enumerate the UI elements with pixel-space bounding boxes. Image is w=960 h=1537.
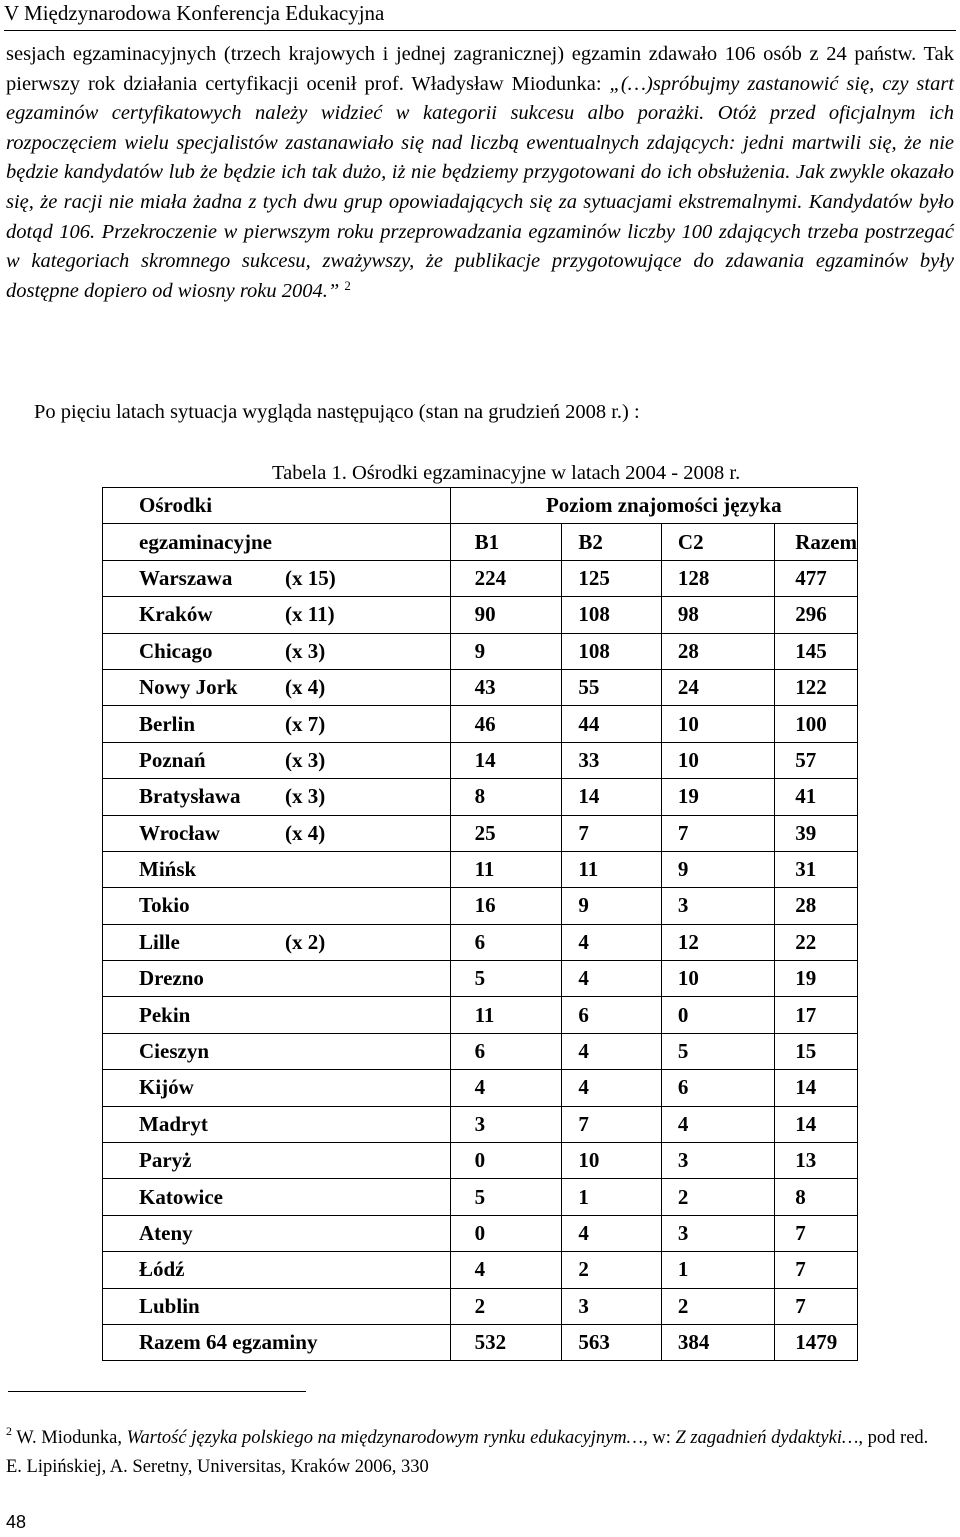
value-cell-b1 xyxy=(450,1033,562,1069)
value-c2: 12 xyxy=(677,929,699,954)
value-cell-b2 xyxy=(562,1252,662,1288)
value-cell-b2 xyxy=(562,997,662,1033)
value-cell-total xyxy=(775,1215,858,1251)
centre-cell xyxy=(103,1033,451,1069)
value-cell-total xyxy=(775,1143,858,1179)
centre-cell xyxy=(103,560,451,596)
value-b1: 6 xyxy=(474,1039,486,1064)
table-row xyxy=(103,1106,858,1142)
value-cell-b2 xyxy=(562,1179,662,1215)
centre-cell xyxy=(103,851,451,887)
value-cell-b2 xyxy=(562,779,662,815)
value-b2: 4 xyxy=(578,1039,589,1064)
value-c2: 3 xyxy=(677,893,689,918)
value-total: 39 xyxy=(795,820,817,845)
centre-name: Lublin xyxy=(139,1293,200,1318)
value-cell-b1 xyxy=(450,633,562,669)
centre-cell xyxy=(103,997,451,1033)
table-row xyxy=(103,1070,858,1106)
centre-cell xyxy=(103,1143,451,1179)
value-total: 41 xyxy=(795,784,817,809)
header-b2-label: B2 xyxy=(578,529,603,554)
value-total: 31 xyxy=(795,857,817,882)
value-b2: 2 xyxy=(578,1257,589,1282)
value-cell-total xyxy=(775,1070,858,1106)
centre-count: (x 3) xyxy=(285,638,326,663)
value-b1: 11 xyxy=(474,857,495,882)
value-cell-b1 xyxy=(450,1215,562,1251)
value-cell-total xyxy=(775,1288,858,1324)
value-cell-total xyxy=(775,1033,858,1069)
value-b2: 44 xyxy=(578,711,600,736)
value-cell-b1 xyxy=(450,1070,562,1106)
table-row xyxy=(103,1033,858,1069)
value-cell-b2 xyxy=(562,597,662,633)
value-b2: 108 xyxy=(578,602,610,627)
value-cell-b2 xyxy=(562,888,662,924)
paragraph-1-text: sesjach egzaminacyjnych (trzech krajowych i jednej zagranicznej) egzamin zdawało 106 osób z 24 państw. Tak pierwszy rok działania certyfikacji ocenił prof. Władysław Miodunka: xyxy=(6,43,954,95)
table-row xyxy=(103,815,858,851)
header-centres xyxy=(103,488,451,524)
header-total-label: Razem xyxy=(795,529,857,554)
paragraph-1 xyxy=(6,40,954,306)
value-b1: 8 xyxy=(474,784,486,809)
value-cell-b2 xyxy=(562,961,662,997)
value-c2: 24 xyxy=(677,675,699,700)
centre-cell xyxy=(103,888,451,924)
value-b1: 4 xyxy=(474,1075,486,1100)
value-b2: 7 xyxy=(578,1111,589,1136)
value-cell-c2 xyxy=(661,888,774,924)
footnote xyxy=(6,1424,946,1482)
table-row xyxy=(103,1288,858,1324)
table-row xyxy=(103,888,858,924)
value-b2: 4 xyxy=(578,1221,589,1245)
value-total: 8 xyxy=(795,1184,806,1209)
value-cell-c2 xyxy=(661,1033,774,1069)
table-row xyxy=(103,851,858,887)
value-total: 100 xyxy=(795,711,827,736)
value-cell-b1 xyxy=(450,1179,562,1215)
value-total: 7 xyxy=(795,1293,806,1318)
header-b2 xyxy=(562,524,662,560)
value-cell-c2 xyxy=(661,815,774,851)
footnote-rest: pod red. E. Lipińskiej, A. Seretny, Universitas, Kraków 2006, 330 xyxy=(6,1428,929,1477)
header-centres-2 xyxy=(103,524,451,560)
value-cell-b1 xyxy=(450,961,562,997)
header-c2 xyxy=(661,524,774,560)
header-level xyxy=(450,488,857,524)
header-title: V Międzynarodowa Konferencja Edukacyjna xyxy=(4,1,385,25)
centre-name: Nowy Jork xyxy=(139,675,238,700)
header-b1-label: B1 xyxy=(474,529,500,554)
body-paragraph xyxy=(6,40,954,306)
value-c2: 4 xyxy=(677,1111,689,1136)
centre-name: Tokio xyxy=(139,893,190,918)
value-b1: 9 xyxy=(474,638,486,663)
value-cell-b2 xyxy=(562,1106,662,1142)
value-cell-total xyxy=(775,961,858,997)
centre-cell xyxy=(103,597,451,633)
value-total: 477 xyxy=(795,565,827,590)
centre-name: Lille xyxy=(139,929,180,954)
value-total: 296 xyxy=(795,602,827,627)
centre-count: (x 3) xyxy=(285,747,326,772)
value-cell-c2 xyxy=(661,1106,774,1142)
value-cell-c2 xyxy=(661,1143,774,1179)
table-header-row-2 xyxy=(103,524,858,560)
table-caption: Tabela 1. Ośrodki egzaminacyjne w latach 2004 - 2008 r. xyxy=(272,462,741,484)
total-label: Razem 64 egzaminy xyxy=(139,1330,318,1355)
value-cell-c2 xyxy=(661,1179,774,1215)
value-cell-b2 xyxy=(562,1070,662,1106)
value-cell-c2 xyxy=(661,851,774,887)
value-c2: 10 xyxy=(677,711,699,736)
value-cell-c2 xyxy=(661,597,774,633)
value-b1: 46 xyxy=(474,711,496,736)
value-b2: 11 xyxy=(578,857,599,882)
value-b2: 7 xyxy=(578,820,589,845)
centre-name: Berlin xyxy=(139,711,195,736)
value-cell-total xyxy=(775,815,858,851)
value-cell-c2 xyxy=(661,633,774,669)
total-label-cell xyxy=(103,1324,451,1360)
header-c2-label: C2 xyxy=(677,529,704,554)
value-b2: 3 xyxy=(578,1293,589,1318)
value-cell-b1 xyxy=(450,924,562,960)
value-total: 7 xyxy=(795,1221,806,1245)
value-cell-b2 xyxy=(562,1033,662,1069)
value-total: 17 xyxy=(795,1002,817,1027)
table-header-row-1 xyxy=(103,488,858,524)
table-row xyxy=(103,742,858,778)
value-cell-total xyxy=(775,669,858,705)
value-total: 14 xyxy=(795,1111,817,1136)
value-c2: 19 xyxy=(677,784,699,809)
page-number: 48 xyxy=(6,1512,27,1532)
centre-count: (x 15) xyxy=(285,565,336,590)
value-cell-b1 xyxy=(450,560,562,596)
centre-name: Madryt xyxy=(139,1111,208,1136)
value-cell-b2 xyxy=(562,851,662,887)
value-b1: 224 xyxy=(474,565,507,590)
value-cell-b2 xyxy=(562,1143,662,1179)
centre-name: Pekin xyxy=(139,1002,191,1027)
table-row xyxy=(103,779,858,815)
value-b2: 55 xyxy=(578,675,600,700)
centre-name: Drezno xyxy=(139,966,204,991)
value-cell-total xyxy=(775,1106,858,1142)
value-cell-total xyxy=(775,560,858,596)
value-cell-b1 xyxy=(450,1252,562,1288)
exam-centres-table xyxy=(102,487,858,1361)
header-total xyxy=(775,524,858,560)
header-level-label: Poziom znajomości języka xyxy=(545,493,782,518)
centre-name: Kraków xyxy=(139,602,213,627)
total-b2: 563 xyxy=(578,1330,610,1355)
value-b1: 11 xyxy=(474,1002,495,1027)
value-cell-total xyxy=(775,633,858,669)
value-total: 122 xyxy=(795,675,827,700)
table-row xyxy=(103,560,858,596)
centre-cell xyxy=(103,1070,451,1106)
value-c2: 0 xyxy=(677,1002,689,1027)
centre-cell xyxy=(103,1252,451,1288)
value-c2: 5 xyxy=(677,1039,689,1064)
table-row xyxy=(103,597,858,633)
table-row xyxy=(103,633,858,669)
value-b2: 14 xyxy=(578,784,600,809)
value-c2: 28 xyxy=(677,638,699,663)
total-total: 1479 xyxy=(795,1330,838,1355)
value-cell-total xyxy=(775,742,858,778)
centre-cell xyxy=(103,961,451,997)
centre-name: Kijów xyxy=(139,1075,194,1100)
value-cell-c2 xyxy=(661,1070,774,1106)
value-b1: 43 xyxy=(474,675,496,700)
table-intro: Po pięciu latach sytuacja wygląda następująco (stan na grudzień 2008 r.) : xyxy=(34,401,640,423)
value-cell-b1 xyxy=(450,742,562,778)
centre-name: Ateny xyxy=(139,1221,193,1245)
value-c2: 98 xyxy=(677,602,699,627)
table-total-row xyxy=(103,1324,858,1360)
value-b2: 4 xyxy=(578,966,589,991)
value-b1: 90 xyxy=(474,602,496,627)
footnote-divider xyxy=(8,1391,306,1392)
value-total: 13 xyxy=(795,1148,817,1173)
value-cell-c2 xyxy=(661,961,774,997)
value-cell-b1 xyxy=(450,815,562,851)
centre-cell xyxy=(103,924,451,960)
value-cell-b2 xyxy=(562,815,662,851)
total-cell-total xyxy=(775,1324,858,1360)
table-row xyxy=(103,1252,858,1288)
centre-cell xyxy=(103,1106,451,1142)
value-c2: 1 xyxy=(677,1257,689,1282)
centre-name: Paryż xyxy=(139,1148,192,1173)
header-centres-line1: Ośrodki xyxy=(139,493,213,518)
value-cell-c2 xyxy=(661,742,774,778)
centre-cell xyxy=(103,779,451,815)
value-cell-total xyxy=(775,1252,858,1288)
footnote-mid: w: xyxy=(647,1428,676,1448)
value-cell-c2 xyxy=(661,1252,774,1288)
value-cell-total xyxy=(775,888,858,924)
centre-count: (x 3) xyxy=(285,784,326,809)
value-c2: 3 xyxy=(677,1148,689,1173)
value-c2: 7 xyxy=(677,820,689,845)
centre-cell xyxy=(103,633,451,669)
value-total: 57 xyxy=(795,747,817,772)
table-row xyxy=(103,961,858,997)
centre-name: Cieszyn xyxy=(139,1039,209,1064)
centre-count: (x 4) xyxy=(285,820,326,845)
value-b1: 4 xyxy=(474,1257,486,1282)
centre-name: Warszawa xyxy=(139,565,233,590)
value-cell-total xyxy=(775,924,858,960)
centre-count: (x 7) xyxy=(285,711,326,736)
value-cell-c2 xyxy=(661,1288,774,1324)
centre-cell xyxy=(103,669,451,705)
value-cell-b1 xyxy=(450,706,562,742)
centre-cell xyxy=(103,1215,451,1251)
value-c2: 2 xyxy=(677,1184,689,1209)
centre-cell xyxy=(103,815,451,851)
centre-name: Wrocław xyxy=(139,820,220,845)
footnote-book: Z zagadnień dydaktyki…, xyxy=(675,1428,864,1448)
total-cell-c2 xyxy=(661,1324,774,1360)
total-c2: 384 xyxy=(677,1330,710,1355)
value-b2: 6 xyxy=(578,1002,589,1027)
header-b1 xyxy=(450,524,562,560)
footnote-ref[interactable]: 2 xyxy=(344,277,351,293)
value-b1: 5 xyxy=(474,1184,486,1209)
value-cell-c2 xyxy=(661,997,774,1033)
centre-cell xyxy=(103,706,451,742)
value-cell-b1 xyxy=(450,1288,562,1324)
value-cell-b1 xyxy=(450,851,562,887)
value-total: 22 xyxy=(795,929,817,954)
value-total: 19 xyxy=(795,966,817,991)
value-b2: 9 xyxy=(578,893,589,918)
footnote-title: Wartość języka polskiego na międzynarodowym rynku edukacyjnym…, xyxy=(126,1428,648,1448)
centre-cell xyxy=(103,1179,451,1215)
value-cell-b2 xyxy=(562,1215,662,1251)
value-cell-total xyxy=(775,1179,858,1215)
table-row xyxy=(103,669,858,705)
value-cell-c2 xyxy=(661,669,774,705)
value-c2: 3 xyxy=(677,1221,689,1245)
total-cell-b1 xyxy=(450,1324,562,1360)
value-b1: 0 xyxy=(474,1148,486,1173)
value-b1: 5 xyxy=(474,966,486,991)
centre-name: Chicago xyxy=(139,638,213,663)
centre-name: Bratysława xyxy=(139,784,241,809)
centre-name: Poznań xyxy=(139,747,206,772)
footnote-author: W. Miodunka, xyxy=(12,1428,127,1448)
value-b2: 33 xyxy=(578,747,600,772)
value-cell-b1 xyxy=(450,669,562,705)
miodunka-quote: „(…)spróbujmy zastanowić się, czy start egzaminów certyfikatowych należy widzieć w kategorii sukcesu albo porażki. Otóż przed oficjalnym ich rozpoczęciem wielu specjalistów zastanawiało się nad liczbą ewentualnych zdających: jedni martwili się, że nie będzie kandydatów lub że będzie ich tak dużo, iż nie będziemy przygotowani do ich obsłużenia. Jak zwykle okazało się, że racji nie miała żadna z tych dwu grup opowiadających się za sytuacjami ekstremalnymi. Kandydatów było dotąd 106. Przekroczenie w pierwszym roku przeprowadzania egzaminów liczby 100 zdających trzeba postrzegać w kategoriach skromnego sukcesu, zważywszy, że publikacje przygotowujące do zdawania egzaminów były dostępne dopiero od wiosny roku 2004.” xyxy=(6,72,955,302)
value-cell-c2 xyxy=(661,779,774,815)
value-b1: 6 xyxy=(474,929,486,954)
centre-name: Łódź xyxy=(139,1257,185,1282)
value-cell-c2 xyxy=(661,706,774,742)
value-total: 7 xyxy=(795,1257,806,1282)
centre-name: Katowice xyxy=(139,1184,223,1209)
value-b1: 2 xyxy=(474,1293,486,1318)
centre-name: Mińsk xyxy=(139,857,197,882)
table-row xyxy=(103,1143,858,1179)
value-total: 14 xyxy=(795,1075,817,1100)
centre-count: (x 11) xyxy=(285,602,335,627)
value-c2: 128 xyxy=(677,565,710,590)
table-row xyxy=(103,924,858,960)
value-b2: 10 xyxy=(578,1148,600,1173)
total-cell-b2 xyxy=(562,1324,662,1360)
value-cell-b1 xyxy=(450,597,562,633)
value-cell-b2 xyxy=(562,633,662,669)
value-b2: 4 xyxy=(578,929,589,954)
value-c2: 10 xyxy=(677,747,699,772)
value-cell-c2 xyxy=(661,924,774,960)
value-cell-total xyxy=(775,597,858,633)
value-b2: 4 xyxy=(578,1075,589,1100)
value-b2: 108 xyxy=(578,638,610,663)
value-total: 145 xyxy=(795,638,827,663)
value-cell-b2 xyxy=(562,1288,662,1324)
value-b2: 1 xyxy=(578,1184,589,1209)
centre-count: (x 4) xyxy=(285,675,326,700)
header-centres-line2: egzaminacyjne xyxy=(139,529,272,554)
value-total: 15 xyxy=(795,1039,817,1064)
running-header xyxy=(4,0,956,31)
value-b1: 25 xyxy=(474,820,496,845)
value-cell-b2 xyxy=(562,924,662,960)
value-cell-b1 xyxy=(450,888,562,924)
value-cell-total xyxy=(775,997,858,1033)
centre-cell xyxy=(103,1288,451,1324)
table-row xyxy=(103,997,858,1033)
value-cell-b1 xyxy=(450,1106,562,1142)
value-cell-b2 xyxy=(562,669,662,705)
value-c2: 2 xyxy=(677,1293,689,1318)
value-c2: 9 xyxy=(677,857,689,882)
total-b1: 532 xyxy=(474,1330,507,1355)
centre-cell xyxy=(103,742,451,778)
value-cell-total xyxy=(775,779,858,815)
footnote-number: 2 xyxy=(6,1424,12,1438)
value-cell-b1 xyxy=(450,1143,562,1179)
value-c2: 10 xyxy=(677,966,699,991)
table-row xyxy=(103,1215,858,1251)
value-b1: 14 xyxy=(474,747,496,772)
value-cell-c2 xyxy=(661,1215,774,1251)
value-total: 28 xyxy=(795,893,817,918)
value-cell-b2 xyxy=(562,742,662,778)
value-b1: 0 xyxy=(474,1221,486,1245)
value-c2: 6 xyxy=(677,1075,689,1100)
table-row xyxy=(103,706,858,742)
centre-count: (x 2) xyxy=(285,929,326,954)
value-cell-b1 xyxy=(450,779,562,815)
value-b2: 125 xyxy=(578,565,610,590)
value-cell-total xyxy=(775,851,858,887)
value-b1: 3 xyxy=(474,1111,486,1136)
value-cell-total xyxy=(775,706,858,742)
value-cell-b2 xyxy=(562,560,662,596)
table-row xyxy=(103,1179,858,1215)
value-cell-b1 xyxy=(450,997,562,1033)
value-b1: 16 xyxy=(474,893,496,918)
value-cell-b2 xyxy=(562,706,662,742)
value-cell-c2 xyxy=(661,560,774,596)
